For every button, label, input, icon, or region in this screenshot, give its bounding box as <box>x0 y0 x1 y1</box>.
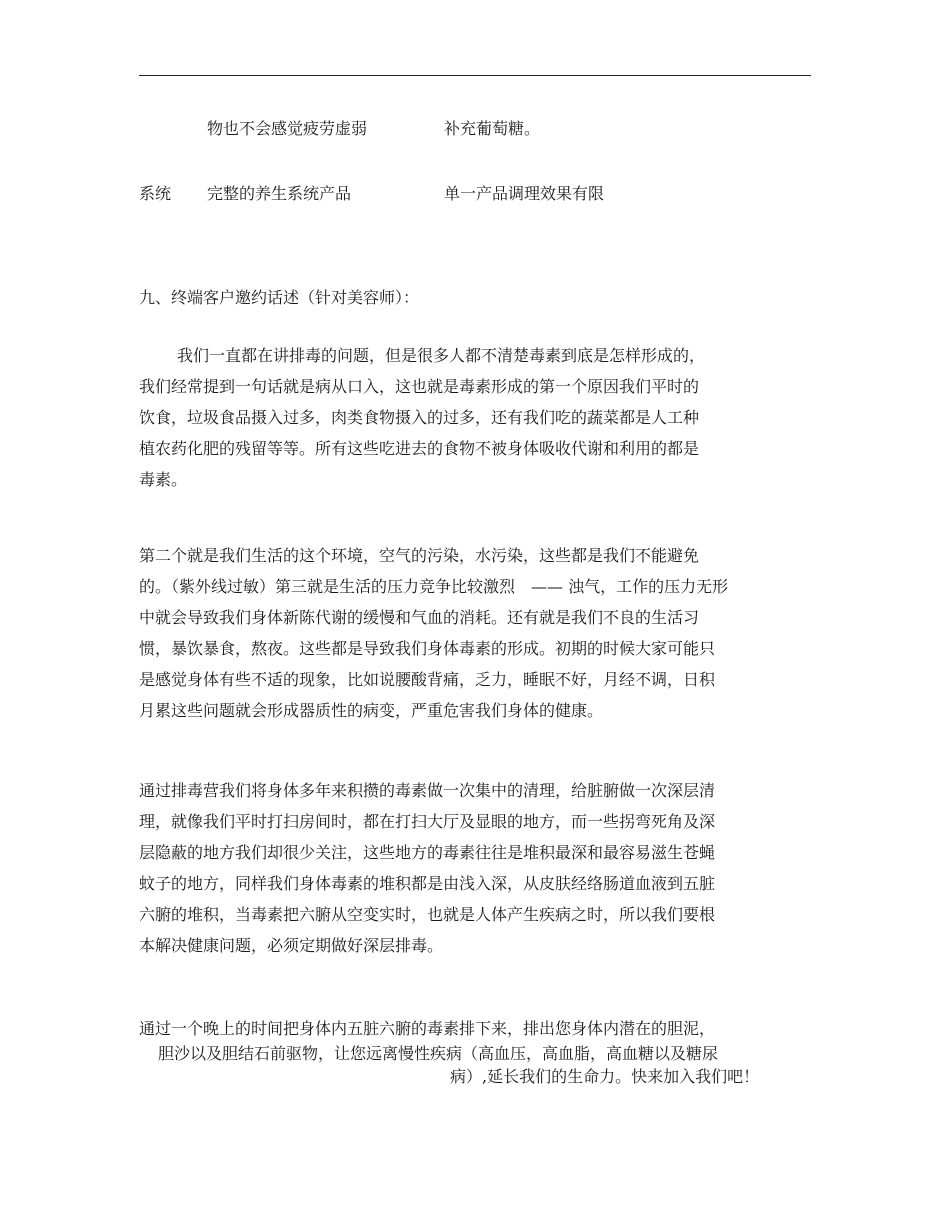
paragraph-2-line: 的。（紫外线过敏）第三就是生活的压力竞争比较激烈 —— 浊气，工作的压力无形 <box>139 577 729 596</box>
paragraph-2-line: 中就会导致我们身体新陈代谢的缓慢和气血的消耗。还有就是我们不良的生活习 <box>139 608 700 627</box>
paragraph-4-line: 通过一个晚上的时间把身体内五脏六腑的毒素排下来，排出您身体内潜在的胆泥， <box>139 1019 716 1038</box>
paragraph-3 <box>139 775 811 961</box>
paragraph-3-line: 六腑的堆积，当毒素把六腑从空变实时，也就是人体产生疾病之时，所以我们要根 <box>139 905 716 924</box>
paragraph-3-line: 层隐蔽的地方我们却很少关注，这些地方的毒素往往是堆积最深和最容易滋生苍蝇 <box>139 843 716 862</box>
paragraph-3-line: 通过排毒营我们将身体多年来积攒的毒素做一次集中的清理，给脏腑做一次深层清 <box>139 781 716 800</box>
paragraph-1-line: 我们经常提到一句话就是病从口入，这也就是毒素形成的第一个原因我们平时的 <box>139 377 700 396</box>
table-row-2-right: 单一产品调理效果有限 <box>444 184 605 203</box>
table-row-1-left: 物也不会感觉疲劳虚弱 <box>207 119 368 138</box>
paragraph-3-line: 理，就像我们平时打扫房间时，都在打扫大厅及显眼的地方，而一些拐弯死角及深 <box>139 812 716 831</box>
paragraph-2 <box>139 540 811 726</box>
paragraph-2-line: 月累这些问题就会形成器质性的病变，严重危害我们身体的健康。 <box>139 701 604 720</box>
paragraph-1-line: 植农药化肥的残留等等。所有这些吃进去的食物不被身体吸收代谢和利用的都是 <box>139 439 700 458</box>
paragraph-2-line: 惯，暴饮暴食，熬夜。这些都是导致我们身体毒素的形成。初期的时候大家可能只 <box>139 639 716 658</box>
paragraph-1-line: 毒素。 <box>139 470 188 489</box>
paragraph-4-line: 病）,延长我们的生命力。快来加入我们吧！ <box>450 1067 760 1086</box>
paragraph-1-line: 我们一直都在讲排毒的问题，但是很多人都不清楚毒素到底是怎样形成的， <box>177 346 706 365</box>
header-rule <box>139 75 811 76</box>
table-row-1-right: 补充葡萄糖。 <box>444 119 541 138</box>
paragraph-3-line: 本解决健康问题，必须定期做好深层排毒。 <box>139 936 444 955</box>
paragraph-2-line: 是感觉身体有些不适的现象，比如说腰酸背痛，乏力，睡眠不好，月经不调，日积 <box>139 670 716 689</box>
table-row-2-left: 完整的养生系统产品 <box>207 184 352 203</box>
table-row-2-label: 系统 <box>139 184 172 203</box>
paragraph-1 <box>139 340 811 495</box>
paragraph-3-line: 蚊子的地方，同样我们身体毒素的堆积都是由浅入深，从皮肤经络肠道血液到五脏 <box>139 874 716 893</box>
section-heading: 九、终端客户邀约话述（针对美容师）： <box>139 288 420 307</box>
paragraph-2-line: 第二个就是我们生活的这个环境，空气的污染，水污染，这些都是我们不能避免 <box>139 546 700 565</box>
paragraph-4-line: 胆沙以及胆结石前驱物，让您远离慢性疾病（高血压，高血脂，高血糖以及糖尿 <box>158 1044 719 1063</box>
paragraph-1-line: 饮食，垃圾食品摄入过多，肉类食物摄入的过多，还有我们吃的蔬菜都是人工种 <box>139 408 700 427</box>
